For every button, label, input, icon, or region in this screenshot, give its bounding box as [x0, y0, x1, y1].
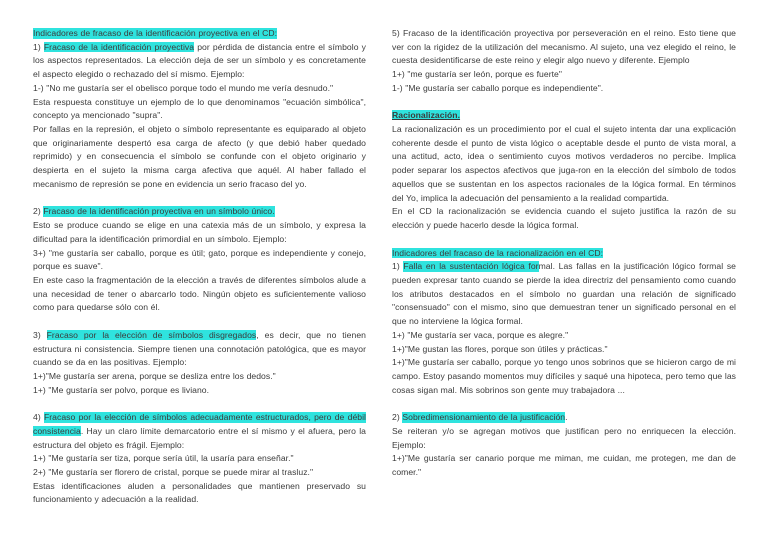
paragraph-spacer	[33, 192, 366, 206]
rac-example-1-3: 1+)"Me gustaría ser caballo, porque yo tengo unos sobrinos que se hicieron cargo de mi campo. Estoy pasando momentos muy difíciles y saqué una hipoteca, pero temo que las cosas sigan mal. Mis sobrinos son gente muy trabajadora ...	[392, 357, 736, 395]
example-1-1: 1-) "No me gustaría ser el obelisco porque todo el mundo me vería desnudo."	[33, 82, 334, 93]
example-2-1: 3+) "me gustaría ser caballo, porque es útil; gato, porque es independiente y conejo, porque es suave".	[33, 247, 366, 272]
highlighted-text: Fracaso de la identificación proyectiva en un símbolo único.	[43, 206, 275, 217]
heading-racionalizacion	[392, 109, 736, 123]
example-4-2: 2+) "Me gustaría ser florero de cristal, porque se puede mirar al trasluz."	[33, 467, 314, 477]
heading-indicadores-fracaso-identificacion	[33, 27, 366, 41]
highlighted-text: Fracaso por la elección de símbolos disgregados	[46, 329, 257, 340]
item-number: 4)	[33, 412, 44, 423]
highlighted-text: Sobredimensionamiento de la justificación	[402, 412, 566, 423]
note-fragmentacion: En este caso la fragmentación de la elección a través de diferentes símbolos alude a una necesidad de tener o abarcarlo todo. Ningún objeto es suficientemente valioso como para quedarse sólo con él.	[33, 274, 366, 313]
example-4-1: 1+) "Me gustaría ser tiza, porque sería útil, la usaría para enseñar."	[33, 453, 294, 464]
right-column	[366, 27, 768, 480]
rac-list-item-1	[392, 260, 736, 329]
note-ecuacion-simbolica: Esta respuesta constituye un ejemplo de lo que denominamos "ecuación simbólica", concepto ya mencionado "supra".	[33, 96, 366, 121]
body-item-2: Esto se produce cuando se elige en una catexia más de un símbolo, y expresa la dificultad para la identificación primordial en un símbolo. Ejemplo:	[33, 220, 366, 244]
highlighted-text: Indicadores del fracaso de la racionalización en el CD:	[392, 247, 604, 258]
paragraph-spacer	[392, 96, 736, 110]
rac-example-1-2: 1+)"Me gustan las flores, porque son útiles y prácticas."	[392, 343, 608, 354]
item-body: mal. Las fallas en la justificación lógico formal se pueden expresar tanto cuando se pierde la idea directriz del pensamiento como cuando los atributos destacados en el símbolo no guardan una relación de significado "consensuado" con el mismo, sino que demuestran tener un significado personal en el que no interviene la lógica formal.	[392, 261, 736, 327]
rac-body-item-2: Se reiteran y/o se agregan motivos que justifican pero no enriquecen la elección. Ejemplo:	[392, 425, 736, 450]
item-body: . Hay un claro límite demarcatorio entre el sí mismo y el afuera, pero la estructura del objeto es frágil. Ejemplo:	[33, 425, 366, 450]
item-body: por pérdida de distancia entre el símbolo y los aspectos representados. La elección deja de ser un símbolo y es concretamente el aspecto elegido o rechazado del sí mismo. Ejemplo:	[33, 41, 366, 80]
rac-list-item-2	[392, 411, 736, 425]
heading-indicadores-fracaso-racionalizacion	[392, 247, 736, 261]
item-number: 1)	[392, 261, 404, 272]
item-number: 1)	[33, 41, 44, 52]
example-5-2: 1-) "Me gustaría ser caballo porque es independiente".	[392, 82, 604, 93]
rac-example-2-1: 1+)"Me gustaría ser canario porque me miman, me cuidan, me protegen, me dan de comer."	[392, 453, 736, 477]
paragraph-spacer	[392, 233, 736, 247]
item-number: 3)	[33, 329, 47, 340]
paragraph-spacer	[33, 315, 366, 329]
item-body: , es decir, que no tienen estructura ni consistencia. Siempre tienen una connotación patológica, que es mayor cuando se da en las positivas. Ejemplo:	[33, 329, 366, 368]
example-5-1: 1+) "me gustaría ser león, porque es fuerte"	[392, 69, 562, 80]
list-item-1	[33, 41, 366, 82]
body-racionalizacion: La racionalización es un procedimiento por el cual el sujeto intenta dar una explicación coherente desde el punto de vista lógico o aceptable desde el punto de vista moral, a una actitud, acto, idea o sentimiento cuyos motivos verdaderos no percibe. Implica poder separar los aspectos afectivos que juga-ron en la elección del símbolo de todos aquellos que se sustentan en los aspectos racionales de la lógica formal. En términos del Yo, implica la adecuación del pensamiento a la realidad compartida.	[392, 124, 736, 203]
left-column	[0, 27, 366, 507]
highlighted-text: Fracaso de la identificación proyectiva	[43, 41, 195, 52]
body-represion: Por fallas en la represión, el objeto o símbolo representante es equiparado al objeto que originariamente despertó esa carga de afecto (y que debió haber quedado reprimido) y en consecuencia el símbolo se confunde con el objeto originario y despierta en el sujeto la misma carga afectiva que aquél. Al haber fallado el mecanismo de represión se pone en evidencia un serio fracaso del yo.	[33, 124, 366, 189]
list-item-4	[33, 411, 366, 452]
two-column-layout	[0, 27, 768, 507]
example-3-2: 1+) "Me gustaría ser polvo, porque es liviano.	[33, 384, 210, 395]
body-racionalizacion-cd: En el CD la racionalización se evidencia cuando el sujeto justifica la razón de su elección y puede hacerlo desde la lógica formal.	[392, 206, 736, 231]
highlighted-text: Fracaso por la elección de símbolos adecuadamente estructurados, pero de débil consistencia	[33, 412, 366, 436]
paragraph-spacer	[392, 397, 736, 411]
highlighted-text: Falla en la sustentación lógica for	[403, 261, 539, 272]
list-item-2	[33, 205, 366, 219]
note-identificaciones: Estas identificaciones aluden a personalidades que mantienen preservado su funcionamiento y adecuación a la realidad.	[33, 480, 366, 505]
item-body: .	[565, 412, 568, 423]
list-item-3	[33, 329, 366, 370]
item-number: 2)	[392, 412, 403, 423]
paragraph-spacer	[33, 397, 366, 411]
rac-example-1-1: 1+) "Me gustaría ser vaca, porque es alegre."	[392, 329, 569, 340]
example-3-1: 1+)"Me gustaría ser arena, porque se desliza entre los dedos."	[33, 370, 276, 381]
list-item-5: 5) Fracaso de la identificación proyectiva por perseveración en el reino. Esto tiene que ver con la rigidez de la utilización del mecanismo. Al sujeto, una vez elegido el reino, le cuesta desidentificarse de este reino y elegir algo nuevo y diferente. Ejemplo	[392, 28, 736, 66]
highlighted-text: Indicadores de fracaso de la identificación proyectiva en el CD:	[33, 28, 278, 38]
item-number: 2)	[33, 206, 44, 217]
highlighted-heading-text: Racionalización.	[392, 110, 461, 121]
